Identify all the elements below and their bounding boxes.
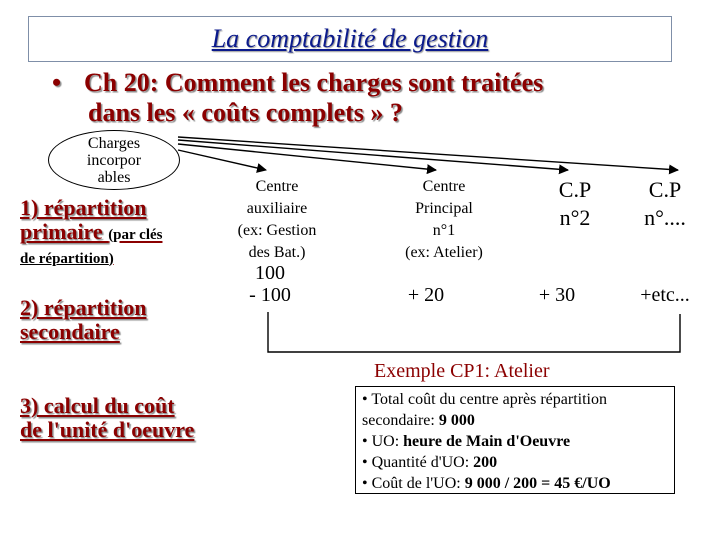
principal-value: + 20 xyxy=(407,284,445,306)
aux-value: 100 xyxy=(255,262,285,284)
example-line-4a: • Coût de l'UO: xyxy=(362,475,465,492)
centre-principal-line: Principal xyxy=(415,200,473,217)
arrow-to-aux xyxy=(178,150,266,170)
cpn-line: C.P xyxy=(648,177,682,202)
arrow-to-cp2 xyxy=(178,140,568,170)
subtitle-line-2: dans les « coûts complets » ? xyxy=(88,98,403,127)
example-qty-value: 200 xyxy=(473,454,498,471)
subtitle xyxy=(52,68,696,128)
step1-note-a: (par clés xyxy=(108,227,163,243)
arrow-to-principal xyxy=(178,144,436,170)
arrow-to-cpn xyxy=(178,137,678,170)
step1-note-b: de répartition xyxy=(20,251,109,267)
centre-principal-line: n°1 xyxy=(432,222,456,239)
centre-principal-2 xyxy=(530,176,620,232)
bracket-secondary xyxy=(268,312,680,352)
subtitle-bullet: • xyxy=(52,68,62,97)
step-unit-cost xyxy=(20,394,194,442)
step-secondary xyxy=(20,296,146,344)
ellipse-label: Charges incorpor ables xyxy=(86,134,142,186)
step1-note-c: ) xyxy=(108,251,114,267)
step1-line-a: 1) répartition xyxy=(20,195,147,220)
centre-principal-line: (ex: Atelier) xyxy=(405,244,483,261)
charges-ellipse xyxy=(48,130,180,190)
centre-principal-n xyxy=(620,176,710,232)
step3-line-b: de l'unité d'oeuvre xyxy=(20,417,195,442)
cp2-value: + 30 xyxy=(538,284,576,306)
step3-line-a: 3) calcul du coût xyxy=(20,393,175,418)
centre-aux-line: Centre xyxy=(255,178,299,195)
example-title: Exemple CP1: Atelier xyxy=(374,360,550,382)
cpn-value: +etc... xyxy=(640,284,690,306)
centre-aux-line: des Bat.) xyxy=(248,244,306,261)
step2-line-a: 2) répartition xyxy=(20,295,147,320)
example-total-value: 9 000 xyxy=(438,412,475,429)
example-line-1b: secondaire: xyxy=(362,412,439,429)
example-box xyxy=(355,386,675,494)
cp2-line: C.P xyxy=(558,177,592,202)
example-line-3a: • Quantité d'UO: xyxy=(362,454,474,471)
subtitle-line-1: Ch 20: Comment les charges sont traitées xyxy=(84,68,544,97)
centre-principal-1 xyxy=(374,176,514,264)
centre-aux-line: (ex: Gestion xyxy=(237,222,317,239)
cp2-line: n°2 xyxy=(559,205,591,230)
slide-title: La comptabilité de gestion xyxy=(211,24,489,53)
step1-line-b: primaire xyxy=(20,219,109,244)
cpn-line: n°.... xyxy=(644,205,686,230)
centre-aux-line: auxiliaire xyxy=(246,200,308,217)
example-line-1a: • Total coût du centre après répartition xyxy=(362,391,607,408)
example-cost-value: 9 000 / 200 = 45 €/UO xyxy=(464,475,611,492)
title-box xyxy=(28,16,672,62)
aux-value: - 100 xyxy=(249,284,291,306)
aux-values xyxy=(212,262,328,306)
centre-auxiliaire xyxy=(212,176,342,264)
example-uo-value: heure de Main d'Oeuvre xyxy=(403,433,571,450)
centre-principal-line: Centre xyxy=(422,178,466,195)
step2-line-b: secondaire xyxy=(20,319,120,344)
example-line-2a: • UO: xyxy=(362,433,404,450)
step-primary xyxy=(20,196,162,271)
